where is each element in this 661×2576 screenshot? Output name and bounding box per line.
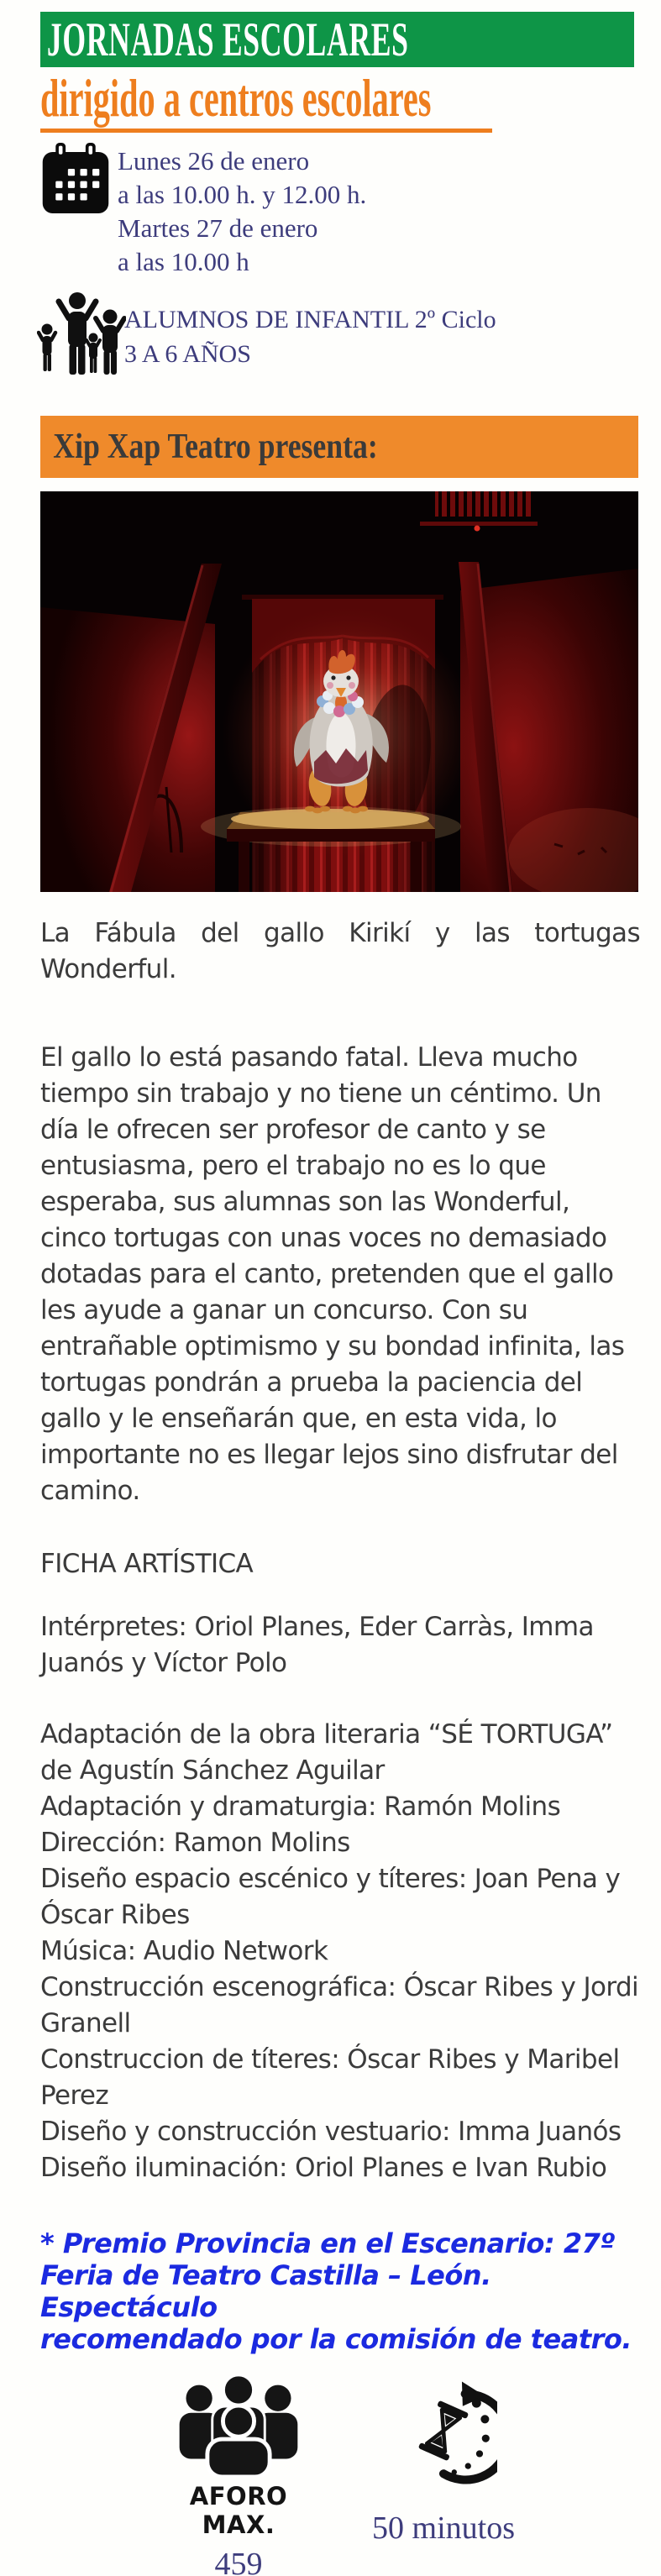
page-title: JORNADAS ESCOLARES bbox=[46, 13, 409, 66]
subtitle-wrap bbox=[40, 67, 661, 129]
stage-photo bbox=[40, 491, 638, 892]
people-group-icon bbox=[165, 2370, 312, 2477]
credit-line: Diseño espacio escénico y títeres: Joan Pena y Óscar Ribes bbox=[40, 1864, 621, 1930]
schedule-line: Lunes 26 de enero bbox=[118, 146, 310, 176]
ficha-credits bbox=[40, 1717, 640, 2186]
credit-line: Construcción escenográfica: Óscar Ribes y Jordi Granell bbox=[40, 1972, 639, 2038]
header-banner bbox=[40, 12, 634, 67]
ficha-heading: FICHA ARTÍSTICA bbox=[40, 1549, 254, 1579]
family-icon-svg bbox=[37, 291, 126, 376]
page-subtitle: dirigido a centros escolares bbox=[40, 68, 432, 128]
credit-line: Diseño y construcción vestuario: Imma Juanós bbox=[40, 2117, 622, 2147]
credit-line: Dirección: Ramon Molins bbox=[40, 1828, 350, 1858]
capacity-value: 459 bbox=[214, 2547, 263, 2576]
schedule-line: a las 10.00 h bbox=[118, 247, 249, 276]
credit-line: Adaptación y dramaturgia: Ramón Molins bbox=[40, 1792, 561, 1822]
hourglass-circular-arrow-icon bbox=[390, 2377, 497, 2484]
schedule-line: a las 10.00 h. y 12.00 h. bbox=[118, 180, 367, 209]
schedule-line: Martes 27 de enero bbox=[118, 213, 318, 243]
schedule-text bbox=[118, 144, 366, 279]
award-note bbox=[40, 2227, 640, 2355]
duration-block bbox=[359, 2377, 527, 2547]
stage-photo-svg bbox=[40, 491, 638, 892]
award-line: Feria de Teatro Castilla – León. Espectáculo bbox=[40, 2259, 491, 2323]
duration-value: 50 minutos bbox=[372, 2510, 515, 2546]
rigging-strip bbox=[420, 491, 538, 532]
subtitle-underline bbox=[40, 129, 492, 133]
audience-line: 3 A 6 AÑOS bbox=[124, 340, 251, 368]
credit-line: Construccion de títeres: Óscar Ribes y Maribel Perez bbox=[40, 2044, 620, 2111]
credit-line: Diseño iluminación: Oriol Planes e Ivan Rubio bbox=[40, 2153, 607, 2183]
presenter-banner bbox=[40, 416, 638, 478]
audience-text bbox=[124, 302, 496, 371]
family-icon bbox=[37, 291, 126, 376]
body-copy bbox=[40, 916, 640, 2186]
award-line: * Premio Provincia en el Escenario: 27º bbox=[40, 2227, 615, 2259]
show-synopsis: El gallo lo está pasando fatal. Lleva mucho tiempo sin trabajo y no tiene un céntimo. Un día le ofrecen ser profesor de canto y se entusiasma, pero el trabajo no es lo que esperaba, sus alumnas son las Wonderful, cinco tortugas con unas voces no demasiado dotadas para el canto, pretenden que el gallo les ayude a ganar un concurso. Con su entrañable optimismo y su bondad infinita, las tortugas pondrán a prueba la paciencia del gallo y le enseñarán que, en esta vida, lo importante no es llegar lejos sino disfrutar del camino. bbox=[40, 1042, 625, 1506]
audience-line: ALUMNOS DE INFANTIL 2º Ciclo bbox=[124, 306, 496, 333]
capacity-label: AFORO MAX. bbox=[189, 2482, 288, 2539]
presenter-banner-text: Xip Xap Teatro presenta: bbox=[53, 428, 378, 466]
award-line: recomendado por la comisión de teatro. bbox=[40, 2323, 632, 2355]
credit-line: Adaptación de la obra literaria “SÉ TORTUGA” de Agustín Sánchez Aguilar bbox=[40, 1719, 613, 1786]
ficha-interpretes: Intérpretes: Oriol Planes, Eder Carràs, Imma Juanós y Víctor Polo bbox=[40, 1612, 594, 1678]
capacity-block bbox=[158, 2370, 319, 2576]
calendar-icon-svg bbox=[40, 139, 111, 217]
calendar-icon bbox=[40, 139, 111, 217]
show-title: La Fábula del gallo Kirikí y las tortugas Wonderful. bbox=[40, 918, 640, 984]
credit-line: Música: Audio Network bbox=[40, 1936, 328, 1966]
